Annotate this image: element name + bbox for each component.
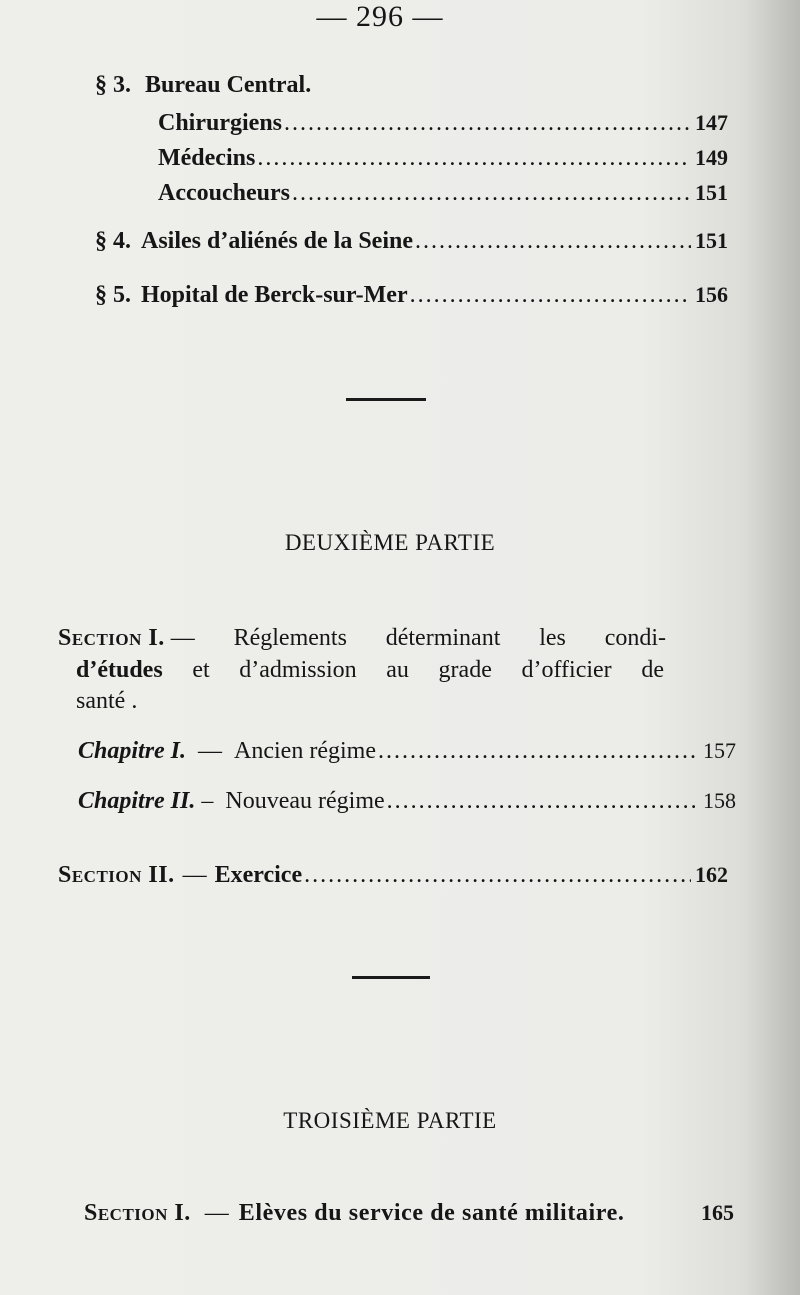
dot-leader [257, 145, 691, 172]
dot-leader [387, 788, 699, 815]
dot-leader [284, 110, 691, 137]
text-word: d’admission [239, 657, 357, 683]
dot-leader [304, 862, 691, 889]
toc-entry-part3-section-1[interactable] [84, 1200, 734, 1227]
toc-entry-chapitre-2[interactable] [78, 788, 736, 815]
entry-label: Chirurgiens [158, 110, 283, 136]
section-divider-rule [352, 976, 430, 979]
section-label: Section I. [84, 1200, 191, 1226]
toc-entry-section-4[interactable] [95, 228, 728, 255]
toc-entry-medecins[interactable] [158, 145, 728, 172]
dot-leader [378, 738, 699, 765]
section-divider-rule [346, 398, 426, 401]
entry-page: 147 [695, 110, 728, 135]
toc-entry-chirurgiens[interactable] [158, 110, 728, 137]
entry-page: 157 [703, 738, 736, 763]
entry-label: Accoucheurs [158, 180, 290, 206]
text-word: au [386, 657, 409, 683]
toc-entry-part2-section-1-line1[interactable] [58, 625, 666, 652]
dash: – [201, 788, 214, 814]
text-word: déterminant [385, 625, 501, 651]
text-word: d’officier [521, 657, 612, 683]
text-word: grade [438, 657, 492, 683]
entry-label: Hopital de Berck-sur-Mer [141, 282, 408, 308]
entry-label: Exercice [214, 862, 303, 888]
section-marker: § 4. [95, 228, 131, 254]
entry-label: Elèves du service de santé militaire. [238, 1200, 625, 1226]
entry-label: Médecins [158, 145, 256, 171]
part-3-title: TROISIÈME PARTIE [283, 1108, 497, 1133]
chapter-label: Chapitre II. [78, 788, 196, 814]
dot-leader [292, 180, 691, 207]
section-marker: § 3. [95, 72, 131, 98]
entry-label: Ancien régime [234, 738, 376, 764]
dot-leader [415, 228, 691, 255]
section-label: Section I. — [58, 625, 195, 651]
toc-section-3-heading[interactable] [95, 72, 311, 99]
toc-entry-part2-section-2[interactable] [58, 862, 728, 889]
dot-leader [410, 282, 691, 309]
entry-page: 156 [695, 282, 728, 307]
dash: — [204, 1200, 229, 1226]
entry-label: Nouveau régime [225, 788, 385, 814]
entry-page: 151 [695, 180, 728, 205]
toc-entry-chapitre-1[interactable] [78, 738, 736, 765]
entry-page: 149 [695, 145, 728, 170]
toc-entry-part2-section-1-line2[interactable] [76, 657, 664, 684]
page-number-header: — 296 — [316, 0, 444, 33]
entry-page: 151 [695, 228, 728, 253]
text-word: les [539, 625, 566, 651]
text-word: et [192, 657, 210, 683]
entry-page: 158 [703, 788, 736, 813]
toc-entry-part2-section-1-line3: santé . [76, 688, 138, 714]
section-title: Bureau Central. [145, 72, 312, 98]
dash: — [198, 738, 223, 764]
entry-page: 162 [695, 862, 728, 887]
section-label: Section II. [58, 862, 175, 888]
text-word: Réglements [233, 625, 347, 651]
chapter-label: Chapitre I. [78, 738, 187, 764]
text-word: d’études [76, 657, 163, 683]
toc-entry-accoucheurs[interactable] [158, 180, 728, 207]
text-word: de [641, 657, 664, 683]
dash: — [182, 862, 207, 888]
entry-page: 165 [701, 1200, 734, 1225]
section-marker: § 5. [95, 282, 131, 308]
toc-entry-section-5[interactable] [95, 282, 728, 309]
entry-label: Asiles d’aliénés de la Seine [141, 228, 414, 254]
part-2-title: DEUXIÈME PARTIE [284, 530, 496, 555]
text-word: condi- [604, 625, 666, 651]
